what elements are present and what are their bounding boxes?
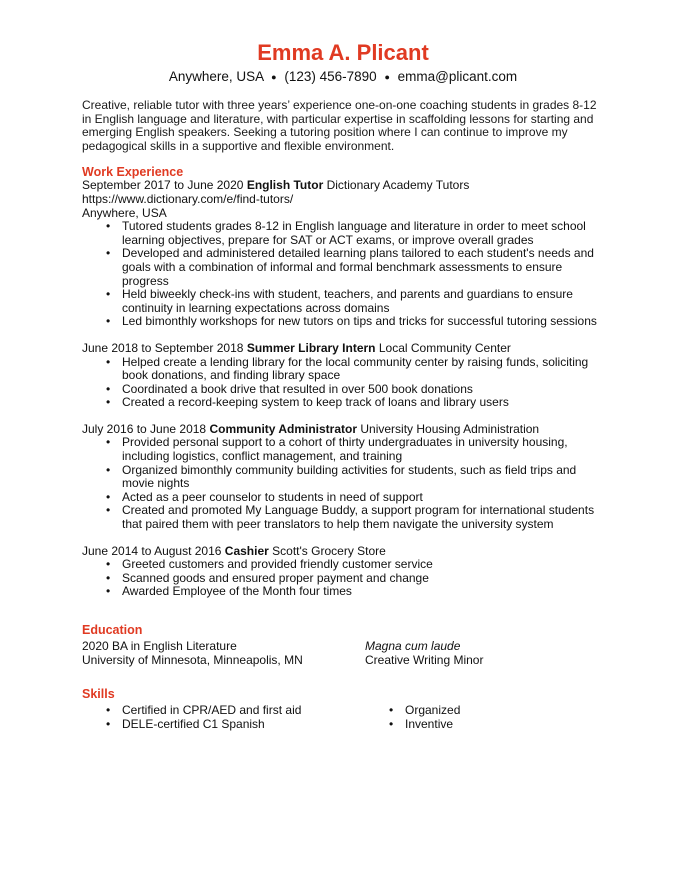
education-columns [82,640,604,667]
section-heading-education: Education [82,623,143,637]
job-title: Cashier [224,543,269,558]
job-bullet: • Helped create a lending library for the local community center by raising funds, soliciting book donations, and finding library space [122,356,604,383]
job-bullet: • Acted as a peer counselor to students in need of support [122,491,604,505]
job-bullet: • Held biweekly check-ins with student, teachers, and parents and guardians to ensure continuity in learning expectations across domains [122,288,604,315]
job-title: English Tutor [246,178,324,193]
job-dates: September 2017 to June 2020 [82,178,244,193]
job-bullet: • Greeted customers and provided friendly customer service [122,558,604,572]
job-bullet: • Coordinated a book drive that resulted in over 500 book donations [122,383,604,397]
job-heading [82,342,604,356]
summary-paragraph: Creative, reliable tutor with three years’ experience one-on-one coaching students in grades 8-12 in English language and literature, with particular expertise in scaffolding lessons for starting and emerging English speakers. Seeking a tutoring position where I can continue to improve my pedagogical skills in a supportive and flexible environment. [82,98,597,153]
section-heading-work-experience: Work Experience [82,165,184,180]
job-heading [82,545,604,559]
job-heading [82,179,604,193]
job-location: Anywhere, USA [82,205,167,220]
section-heading-skills: Skills [82,687,115,702]
job-bullet-list [82,436,604,531]
skills-left-list [82,704,365,731]
job-entry [82,545,604,599]
job-bullet: • Provided personal support to a cohort of thirty undergraduates in university housing, including logistics, conflict management, and training [122,436,604,463]
education-left-column [82,640,365,667]
job-dates: July 2016 to June 2018 [82,421,207,436]
job-company: Dictionary Academy Tutors [326,178,470,193]
job-bullet: • Developed and administered detailed learning plans tailored to each student's needs and goals with a combination of informal and formal benchmark assessments to ensure progress [122,247,604,288]
job-bullet-list [82,356,604,410]
education-right-column [365,640,604,667]
skill-item: • DELE-certified C1 Spanish [122,718,365,732]
skill-item: • Inventive [405,718,604,732]
job-bullet: • Created and promoted My Language Buddy, a support program for international students that paired them with peer translators to help them navigate the university system [122,504,604,531]
contact-phone: (123) 456-7890 [284,69,377,84]
contact-email: emma@plicant.com [397,69,518,84]
job-title: Community Administrator [209,421,358,436]
job-bullet-list [82,220,604,329]
job-company: Scott's Grocery Store [272,543,386,558]
job-entry [82,179,604,329]
job-bullet: • Tutored students grades 8-12 in English language and literature in order to meet school learning objectives, prepare for SAT or ACT exams, or improve overall grades [122,220,604,247]
job-entry [82,423,604,532]
skill-item: • Certified in CPR/AED and first aid [122,704,365,718]
person-name: Emma A. Plicant [257,40,429,65]
bullet-separator-icon: ● [384,72,390,82]
job-company: Local Community Center [378,340,511,355]
skills-right-list [365,704,604,731]
skills-columns [82,704,604,731]
contact-line [82,68,604,86]
job-bullet: • Scanned goods and ensured proper payment and change [122,572,604,586]
job-heading [82,423,604,437]
education-minor: Creative Writing Minor [365,652,484,667]
job-bullet: • Organized bimonthly community building activities for students, such as field trips and movie nights [122,464,604,491]
skill-item: • Organized [405,704,604,718]
bullet-separator-icon: ● [271,72,277,82]
education-school: University of Minnesota, Minneapolis, MN [82,652,303,667]
job-dates: June 2018 to September 2018 [82,340,244,355]
job-bullet: • Awarded Employee of the Month four times [122,585,604,599]
job-bullet: • Led bimonthly workshops for new tutors on tips and tricks for successful tutoring sessions [122,315,604,329]
job-bullet: • Created a record-keeping system to keep track of loans and library users [122,396,604,410]
education-honors: Magna cum laude [365,639,461,653]
job-company: University Housing Administration [360,421,540,436]
job-entry [82,342,604,410]
job-title: Summer Library Intern [246,340,376,355]
job-dates: June 2014 to August 2016 [82,543,222,558]
education-degree: 2020 BA in English Literature [82,639,237,653]
job-bullet-list [82,558,604,599]
job-url: https://www.dictionary.com/e/find-tutors/ [82,191,294,206]
contact-location: Anywhere, USA [168,69,264,84]
